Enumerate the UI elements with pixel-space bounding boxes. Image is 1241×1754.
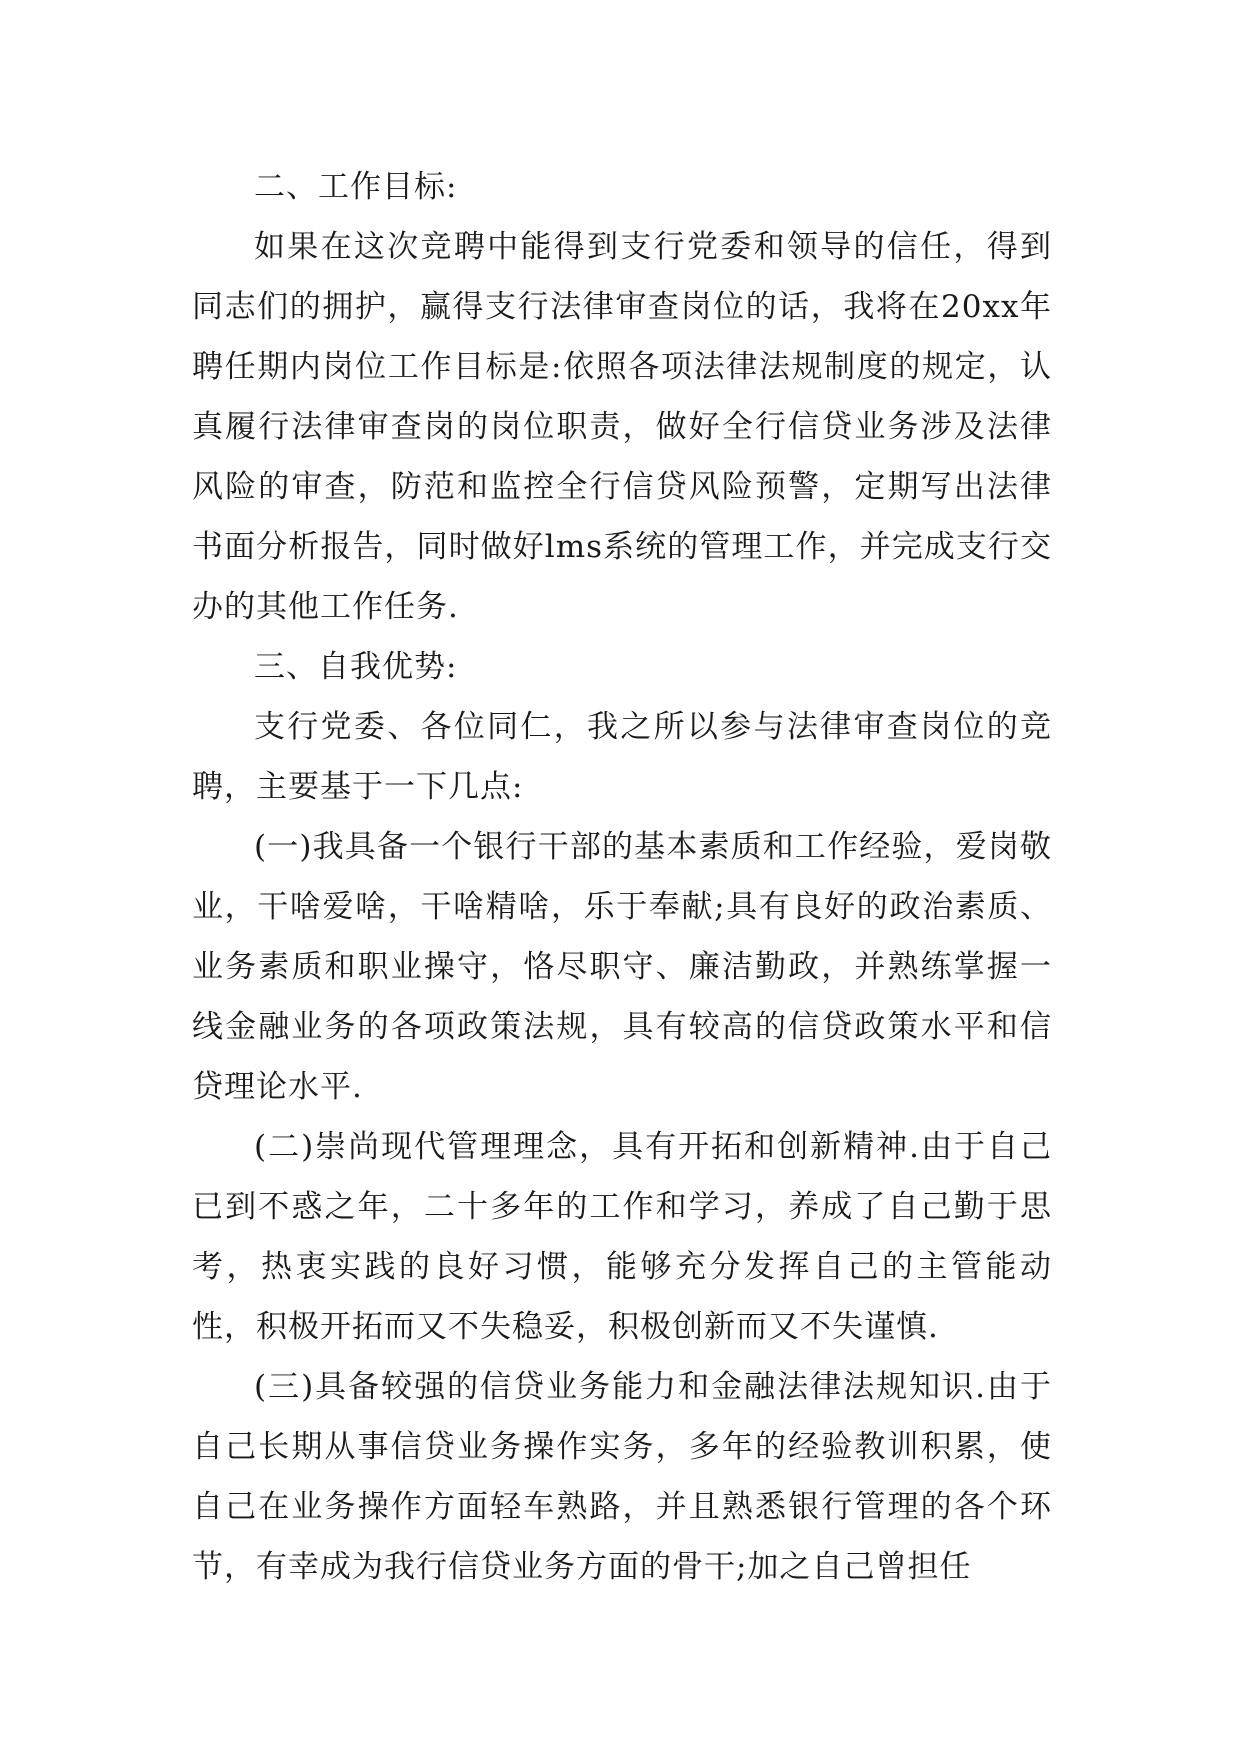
section-heading-work-goals: 二、工作目标: bbox=[254, 169, 458, 205]
paragraph-point-three: (三)具备较强的信贷业务能力和金融法律法规知识.由于自己长期从事信贷业务操作实务，多年的经验教训积累，使自己在业务操作方面轻车熟路，并且熟悉银行管理的各个环节，有幸成为我行信贷业务方面的骨干;加之自己曾担任 bbox=[192, 1369, 1052, 1585]
paragraph-point-two: (二)崇尚现代管理理念，具有开拓和创新精神.由于自己已到不惑之年，二十多年的工作和学习，养成了自己勤于思考，热衷实践的良好习惯，能够充分发挥自己的主管能动性，积极开拓而又不失稳妥，积极创新而又不失谨慎. bbox=[192, 1129, 1052, 1345]
document-body bbox=[192, 157, 1052, 1597]
paragraph-point-one: (一)我具备一个银行干部的基本素质和工作经验，爱岗敬业，干啥爱啥，干啥精啥，乐于奉献;具有良好的政治素质、业务素质和职业操守，恪尽职守、廉洁勤政，并熟练掌握一线金融业务的各项政策法规，具有较高的信贷政策水平和信贷理论水平. bbox=[192, 829, 1052, 1105]
section-heading-self-advantages: 三、自我优势: bbox=[254, 649, 458, 685]
paragraph-intro-reasons: 支行党委、各位同仁，我之所以参与法律审查岗位的竞聘，主要基于一下几点: bbox=[192, 709, 1052, 805]
paragraph-work-goals: 如果在这次竞聘中能得到支行党委和领导的信任，得到同志们的拥护，赢得支行法律审查岗位的话，我将在20xx年聘任期内岗位工作目标是:依照各项法律法规制度的规定，认真履行法律审查岗的岗位职责，做好全行信贷业务涉及法律风险的审查，防范和监控全行信贷风险预警，定期写出法律书面分析报告，同时做好lms系统的管理工作，并完成支行交办的其他工作任务. bbox=[192, 229, 1052, 625]
